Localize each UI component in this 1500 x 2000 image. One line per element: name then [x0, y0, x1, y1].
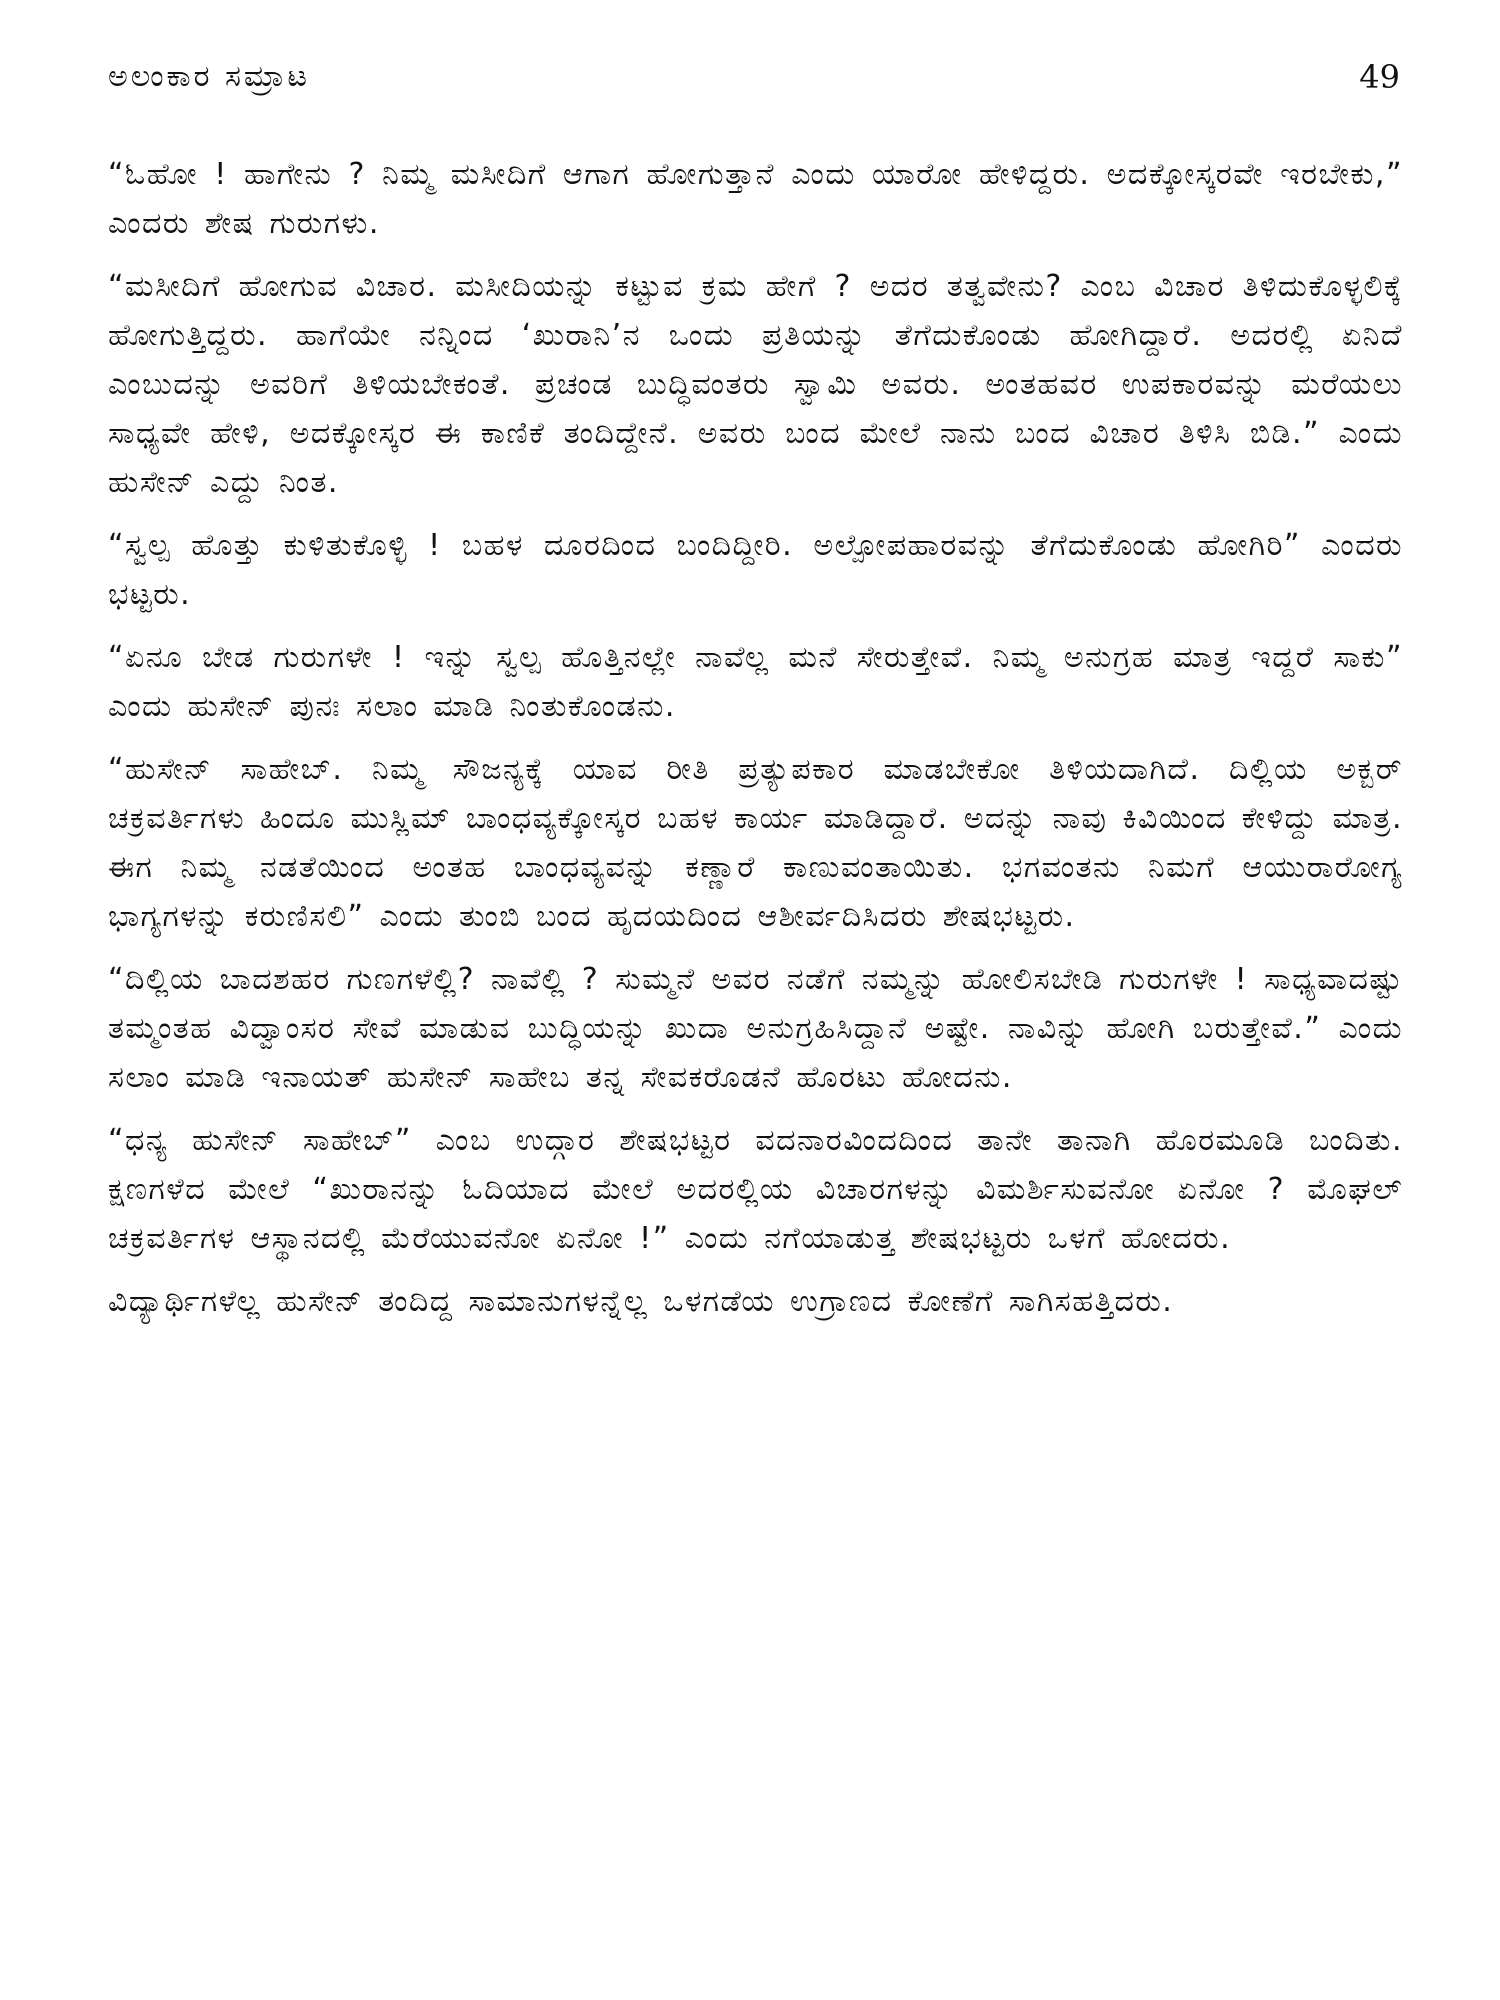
paragraph-5: “ಹುಸೇನ್ ಸಾಹೇಬ್. ನಿಮ್ಮ ಸೌಜನ್ಯಕ್ಕೆ ಯಾವ ರೀತಿ ಪ್ರತ್ಯುಪಕಾರ ಮಾಡಬೇಕೋ ತಿಳಿಯದಾಗಿದೆ. ದಿಲ್ಲಿಯ ಅಕ್ಬರ್ ಚಕ್ರವರ್ತಿಗಳು ಹಿಂದೂ ಮುಸ್ಲಿಮ್ ಬಾಂಧವ್ಯಕ್ಕೋಸ್ಕರ ಬಹಳ ಕಾರ್ಯ ಮಾಡಿದ್ದಾರೆ. ಅದನ್ನು ನಾವು ಕಿವಿಯಿಂದ ಕೇಳಿದ್ದು ಮಾತ್ರ. ಈಗ ನಿಮ್ಮ ನಡತೆಯಿಂದ ಅಂತಹ ಬಾಂಧವ್ಯವನ್ನು ಕಣ್ಣಾರೆ ಕಾಣುವಂತಾಯಿತು. ಭಗವಂತನು ನಿಮಗೆ ಆಯುರಾರೋಗ್ಯ ಭಾಗ್ಯಗಳನ್ನು ಕರುಣಿಸಲಿ” ಎಂದು ತುಂಬಿ ಬಂದ ಹೃದಯದಿಂದ ಆಶೀರ್ವದಿಸಿದರು ಶೇಷಭಟ್ಟರು. — [108, 752, 1403, 934]
paragraph-2: “ಮಸೀದಿಗೆ ಹೋಗುವ ವಿಚಾರ. ಮಸೀದಿಯನ್ನು ಕಟ್ಟುವ ಕ್ರಮ ಹೇಗೆ ? ಅದರ ತತ್ವವೇನು? ಎಂಬ ವಿಚಾರ ತಿಳಿದುಕೊಳ್ಳಲಿಕ್ಕೆ ಹೋಗುತ್ತಿದ್ದರು. ಹಾಗೆಯೇ ನನ್ನಿಂದ ‘ಖುರಾನಿ’ನ ಒಂದು ಪ್ರತಿಯನ್ನು ತೆಗೆದುಕೊಂಡು ಹೋಗಿದ್ದಾರೆ. ಅದರಲ್ಲಿ ಏನಿದೆ ಎಂಬುದನ್ನು ಅವರಿಗೆ ತಿಳಿಯಬೇಕಂತೆ. ಪ್ರಚಂಡ ಬುದ್ಧಿವಂತರು ಸ್ವಾಮಿ ಅವರು. ಅಂತಹವರ ಉಪಕಾರವನ್ನು ಮರೆಯಲು ಸಾಧ್ಯವೇ ಹೇಳಿ, ಅದಕ್ಕೋಸ್ಕರ ಈ ಕಾಣಿಕೆ ತಂದಿದ್ದೇನೆ. ಅವರು ಬಂದ ಮೇಲೆ ನಾನು ಬಂದ ವಿಚಾರ ತಿಳಿಸಿ ಬಿಡಿ.” ಎಂದು ಹುಸೇನ್ ಎದ್ದು ನಿಂತ. — [108, 269, 1403, 500]
paragraph-1: “ಓಹೋ ! ಹಾಗೇನು ? ನಿಮ್ಮ ಮಸೀದಿಗೆ ಆಗಾಗ ಹೋಗುತ್ತಾನೆ ಎಂದು ಯಾರೋ ಹೇಳಿದ್ದರು. ಅದಕ್ಕೋಸ್ಕರವೇ ಇರಬೇಕು,” ಎಂದರು ಶೇಷ ಗುರುಗಳು. — [108, 157, 1403, 241]
paragraph-3: “ಸ್ವಲ್ಪ ಹೊತ್ತು ಕುಳಿತುಕೊಳ್ಳಿ ! ಬಹಳ ದೂರದಿಂದ ಬಂದಿದ್ದೀರಿ. ಅಲ್ಪೋಪಹಾರವನ್ನು ತೆಗೆದುಕೊಂಡು ಹೋಗಿರಿ” ಎಂದರು ಭಟ್ಟರು. — [108, 528, 1403, 612]
running-title: ಅಲಂಕಾರ ಸಮ್ರಾಟ — [108, 59, 310, 94]
body-text — [108, 150, 1403, 1326]
paragraph-8: ವಿದ್ಯಾರ್ಥಿಗಳೆಲ್ಲ ಹುಸೇನ್ ತಂದಿದ್ದ ಸಾಮಾನುಗಳನ್ನೆಲ್ಲ ಒಳಗಡೆಯ ಉಗ್ರಾಣದ ಕೋಣೆಗೆ ಸಾಗಿಸಹತ್ತಿದರು. — [108, 1284, 1174, 1319]
paragraph-4: “ಏನೂ ಬೇಡ ಗುರುಗಳೇ ! ಇನ್ನು ಸ್ವಲ್ಪ ಹೊತ್ತಿನಲ್ಲೇ ನಾವೆಲ್ಲ ಮನೆ ಸೇರುತ್ತೇವೆ. ನಿಮ್ಮ ಅನುಗ್ರಹ ಮಾತ್ರ ಇದ್ದರೆ ಸಾಕು” ಎಂದು ಹುಸೇನ್ ಪುನಃ ಸಲಾಂ ಮಾಡಿ ನಿಂತುಕೊಂಡನು. — [108, 640, 1403, 724]
paragraph-6: “ದಿಲ್ಲಿಯ ಬಾದಶಹರ ಗುಣಗಳೆಲ್ಲಿ? ನಾವೆಲ್ಲಿ ? ಸುಮ್ಮನೆ ಅವರ ನಡೆಗೆ ನಮ್ಮನ್ನು ಹೋಲಿಸಬೇಡಿ ಗುರುಗಳೇ ! ಸಾಧ್ಯವಾದಷ್ಟು ತಮ್ಮಂತಹ ವಿದ್ವಾಂಸರ ಸೇವೆ ಮಾಡುವ ಬುದ್ಧಿಯನ್ನು ಖುದಾ ಅನುಗ್ರಹಿಸಿದ್ದಾನೆ ಅಷ್ಟೇ. ನಾವಿನ್ನು ಹೋಗಿ ಬರುತ್ತೇವೆ.” ಎಂದು ಸಲಾಂ ಮಾಡಿ ಇನಾಯತ್ ಹುಸೇನ್ ಸಾಹೇಬ ತನ್ನ ಸೇವಕರೊಡನೆ ಹೊರಟು ಹೋದನು. — [108, 962, 1403, 1095]
page-number: 49 — [1359, 58, 1400, 96]
page-header — [108, 52, 1400, 102]
paragraph-7: “ಧನ್ಯ ಹುಸೇನ್ ಸಾಹೇಬ್” ಎಂಬ ಉದ್ಗಾರ ಶೇಷಭಟ್ಟರ ವದನಾರವಿಂದದಿಂದ ತಾನೇ ತಾನಾಗಿ ಹೊರಮೂಡಿ ಬಂದಿತು. ಕ್ಷಣಗಳೆದ ಮೇಲೆ “ಖುರಾನನ್ನು ಓದಿಯಾದ ಮೇಲೆ ಅದರಲ್ಲಿಯ ವಿಚಾರಗಳನ್ನು ವಿಮರ್ಶಿಸುವನೋ ಏನೋ ? ಮೊಘಲ್ ಚಕ್ರವರ್ತಿಗಳ ಆಸ್ಥಾನದಲ್ಲಿ ಮೆರೆಯುವನೋ ಏನೋ !” ಎಂದು ನಗೆಯಾಡುತ್ತ ಶೇಷಭಟ್ಟರು ಒಳಗೆ ಹೋದರು. — [108, 1123, 1403, 1256]
